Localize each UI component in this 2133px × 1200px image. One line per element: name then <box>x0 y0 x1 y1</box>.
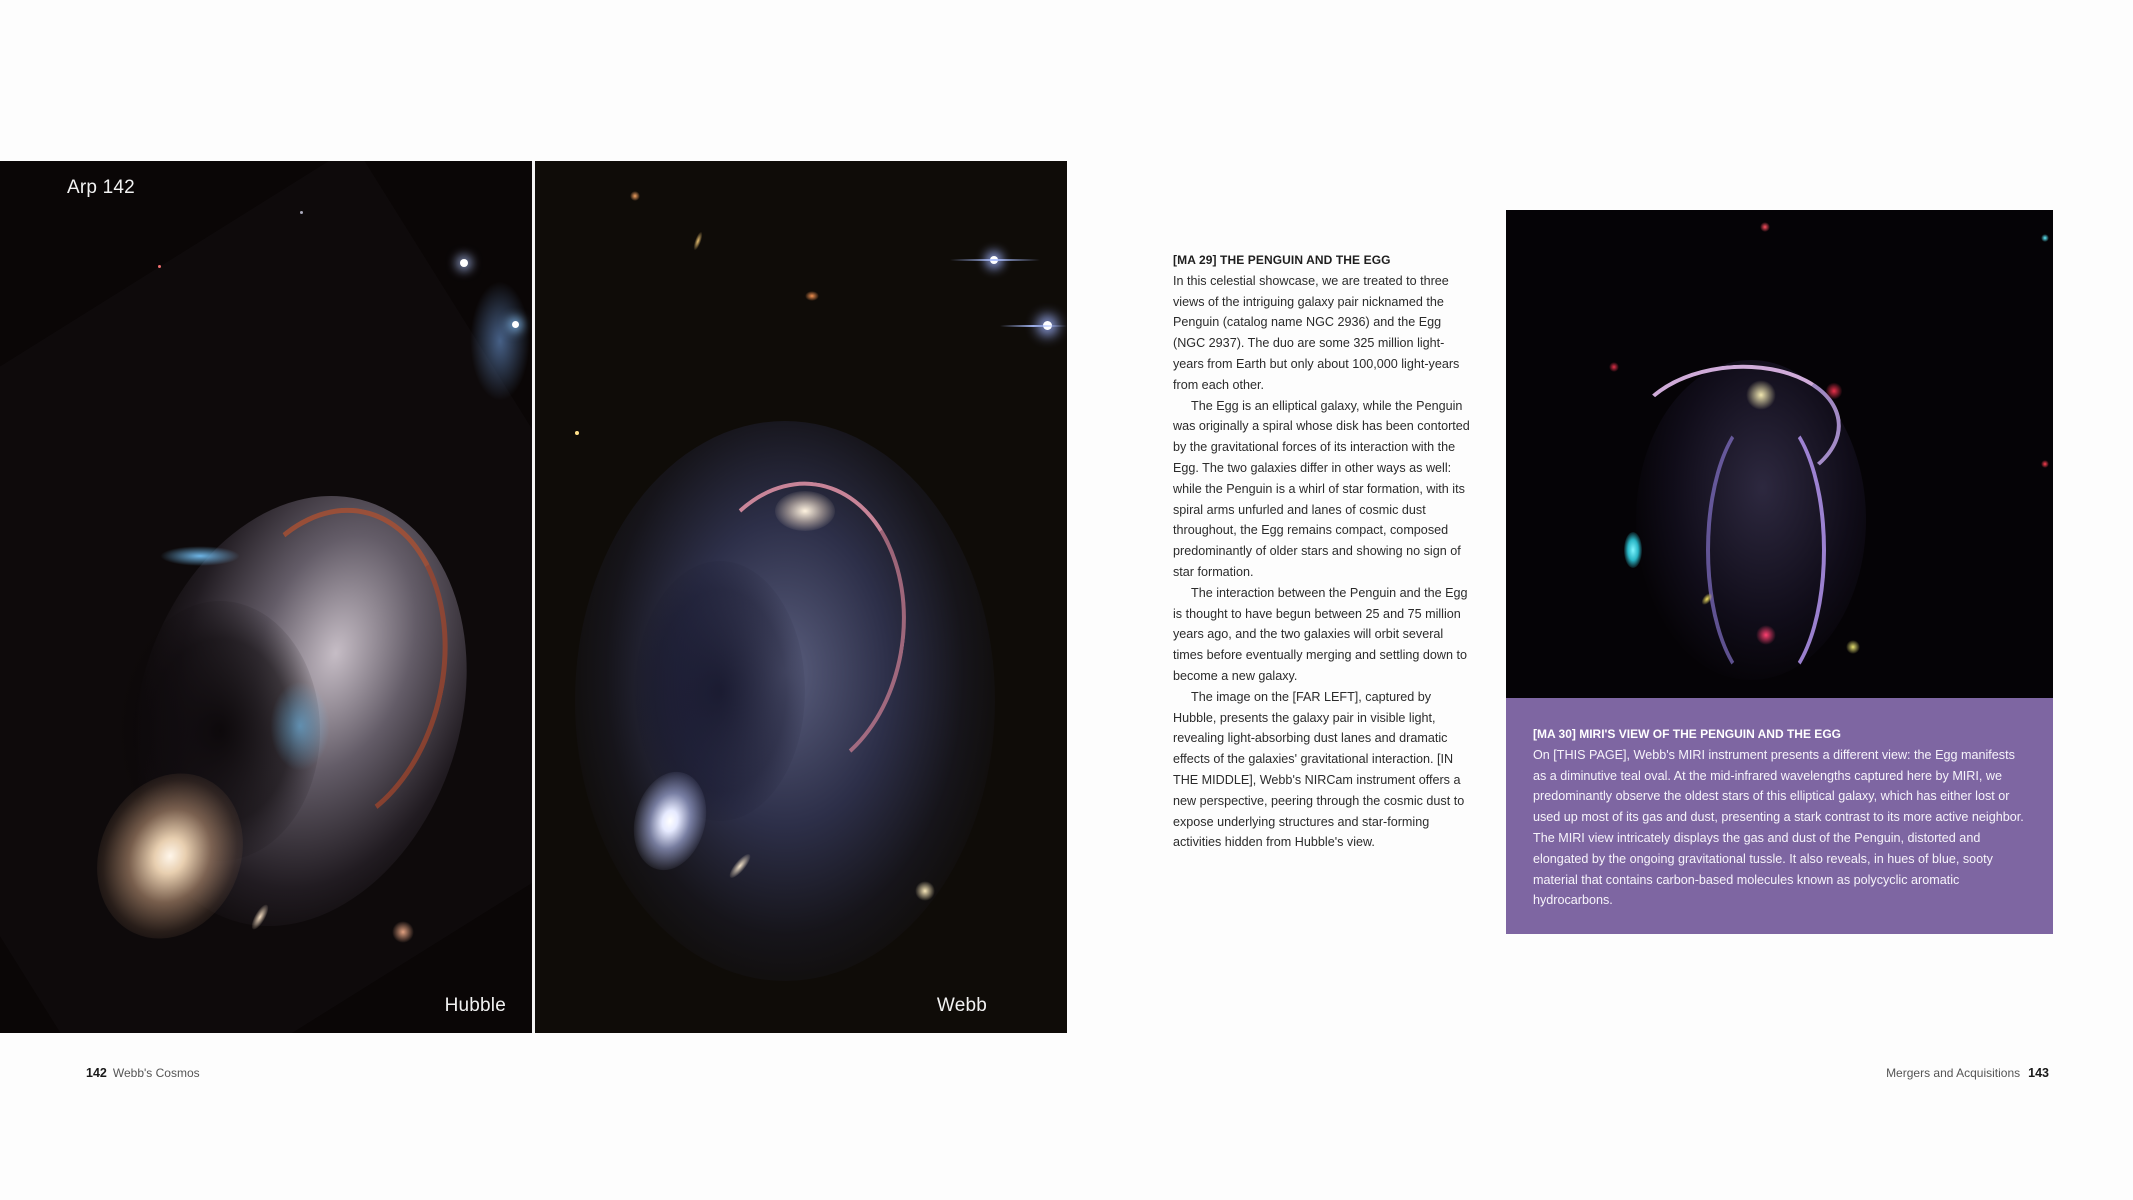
caption-paragraph: The image on the [FAR LEFT], captured by Hubble, presents the galaxy pair in visible light, revealing light-absorbing dust lanes and dramatic effects of the galaxies' gravitational interaction. [IN THE MIDDLE], Webb's NIRCam instrument offers a new perspective, peering through the cosmic dust to expose underlying structures and star-forming activities hidden from Hubble's view. <box>1173 689 1465 850</box>
diffraction-spike <box>1000 325 1067 327</box>
running-head-right: Mergers and Acquisitions <box>1886 1066 2021 1080</box>
figure-title: Arp 142 <box>67 177 135 198</box>
small-galaxy <box>392 921 414 943</box>
webb-nircam-photo <box>535 161 1067 1033</box>
penguin-nucleus <box>775 491 835 531</box>
page-number-right: 143 <box>2028 1066 2049 1080</box>
caption-paragraph: The Egg is an elliptical galaxy, while the Penguin was originally a spiral whose disk has been contorted by the gravitational forces of its interaction with the Egg. The two galaxies differ in other ways as well: while the Penguin is a whirl of star formation, with its spiral arms unfurled and lanes of cosmic dust throughout, the Egg remains compact, composed predominantly of older stars and showing no sign of star formation. <box>1173 398 1470 579</box>
diffraction-spike <box>950 259 1040 261</box>
blue-star-forming-region <box>160 546 240 566</box>
star <box>575 431 579 435</box>
red-source <box>1826 382 1842 400</box>
egg-teal-oval <box>1624 532 1642 568</box>
caption-heading: [MA 29] THE PENGUIN AND THE EGG <box>1173 253 1391 267</box>
distant-galaxy <box>805 291 819 301</box>
caption-penguin-and-egg <box>1173 250 1473 853</box>
red-source <box>1609 362 1619 372</box>
caption-miri-box <box>1506 698 2053 934</box>
penguin-body-arc <box>1706 410 1826 690</box>
red-source <box>1760 222 1770 232</box>
red-source <box>2041 460 2049 468</box>
small-galaxy <box>915 881 935 901</box>
blue-star-forming-region <box>270 681 330 771</box>
hubble-photo <box>0 161 532 1033</box>
caption-paragraph: In this celestial showcase, we are treated to three views of the intriguing galaxy pair nicknamed the Penguin (catalog name NGC 2936) and the Egg (NGC 2937). The duo are some 325 million light-years from Earth but only about 100,000 light-years from each other. <box>1173 273 1460 392</box>
star <box>300 211 303 214</box>
miri-caption-heading: [MA 30] MIRI'S VIEW OF THE PENGUIN AND THE EGG <box>1533 727 1841 741</box>
penguin-nucleus <box>1746 380 1776 410</box>
webb-miri-photo <box>1506 210 2053 698</box>
red-source <box>1756 625 1776 645</box>
miri-caption-text: On [THIS PAGE], Webb's MIRI instrument presents a different view: the Egg manifests as a diminutive teal oval. At the mid-infrared wavelengths captured here by MIRI, we predominantly observe the oldest stars of this elliptical galaxy, which has either lost or used up most of its gas and dust, presenting a stark contrast to its more active neighbor. The MIRI view intricately displays the gas and dust of the Penguin, distorted and elongated by the ongoing gravitational tussle. It also reveals, in hues of blue, sooty material that contains carbon-based molecules known as polycyclic aromatic hydrocarbons. <box>1533 747 2024 908</box>
folio-right <box>1886 1066 2049 1080</box>
star <box>460 259 468 267</box>
caption-paragraph: The interaction between the Penguin and the Egg is thought to have begun between 25 and 75 million years ago, and the two galaxies will orbit several times before eventually merging and settling down to become a new galaxy. <box>1173 585 1468 683</box>
distant-galaxy <box>630 191 640 201</box>
page-number-left: 142 <box>86 1066 107 1080</box>
distant-galaxy <box>692 231 704 252</box>
bright-star-glow <box>470 281 530 401</box>
teal-source <box>2041 234 2049 242</box>
star <box>512 321 519 328</box>
folio-left <box>86 1066 200 1080</box>
star <box>158 265 161 268</box>
yellow-source <box>1846 640 1860 654</box>
hubble-label: Hubble <box>444 995 506 1016</box>
webb-label: Webb <box>936 995 987 1016</box>
running-head-left: Webb's Cosmos <box>112 1066 200 1080</box>
